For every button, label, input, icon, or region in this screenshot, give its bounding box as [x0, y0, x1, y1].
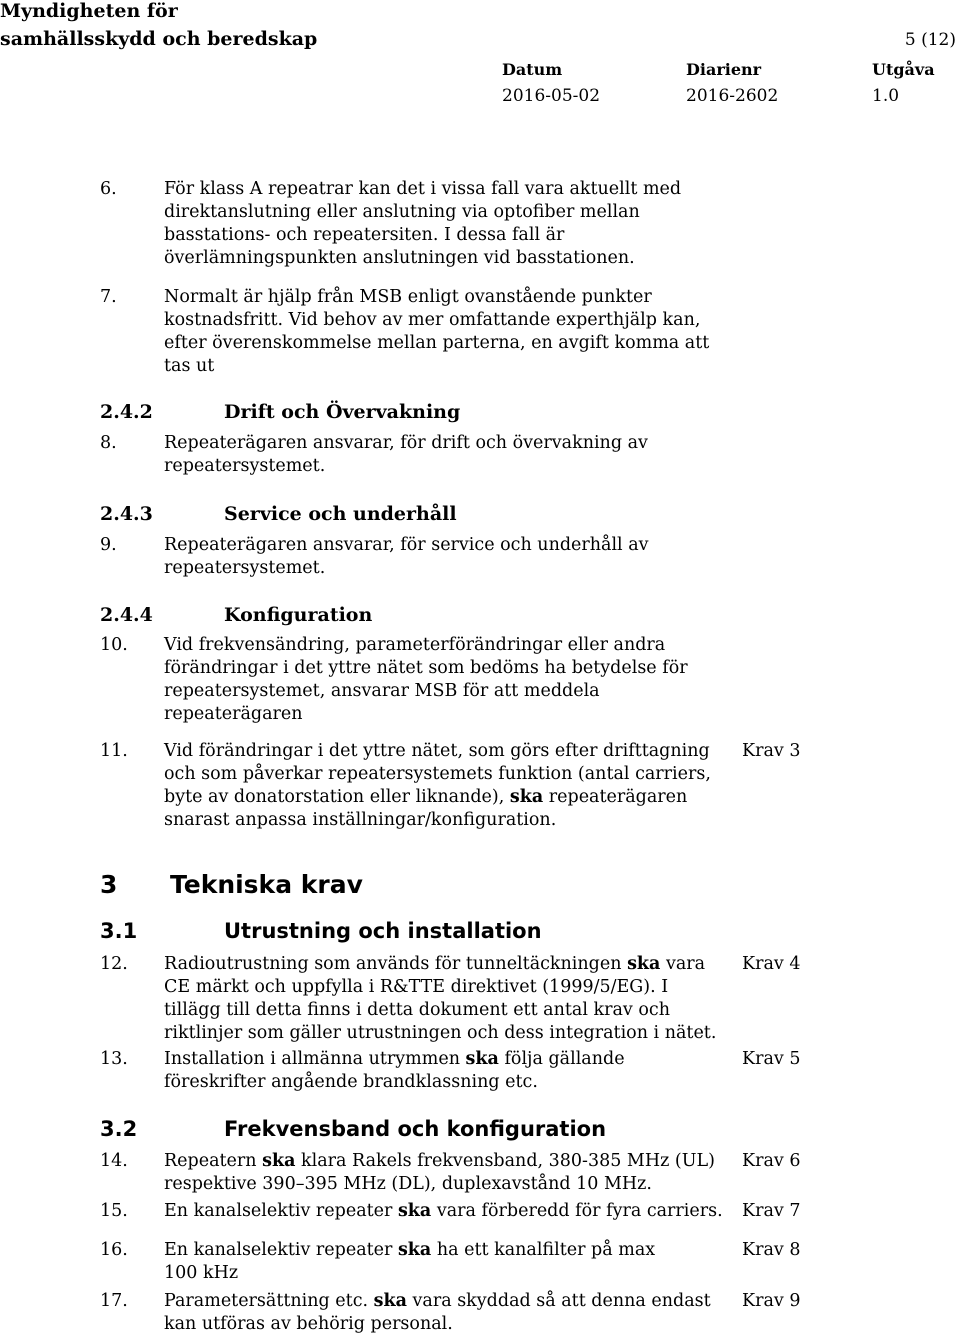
requirement-label: Krav 5 — [742, 1049, 801, 1069]
item-number: 11. — [100, 741, 128, 761]
org-name-line1: Myndigheten för — [0, 0, 178, 22]
requirement-label: Krav 8 — [742, 1240, 801, 1260]
item-number: 17. — [100, 1291, 128, 1311]
item-text: Vid förändringar i det yttre nätet, som görs efter drifttagning och som påverkar repeatersystemets funktion (antal carriers, byte av donatorstation eller liknande), ska repeaterägaren snarast anpassa inställningar/konfiguration. — [164, 741, 711, 830]
item-number: 15. — [100, 1201, 128, 1221]
item-text: Parametersättning etc. ska vara skyddad så att denna endast kan utföras av behörig personal. — [164, 1291, 711, 1334]
section-number-3-1: 3.1 — [100, 919, 138, 943]
section-title-2-4-3: Service och underhåll — [224, 503, 457, 525]
item-number: 13. — [100, 1049, 128, 1069]
requirement-label: Krav 9 — [742, 1291, 801, 1311]
item-text: Radioutrustning som används för tunneltäckningen ska vara CE märkt och uppfylla i R&TTE direktivet (1999/5/EG). I tillägg till detta finns i detta dokument ett antal krav och riktlinjer som gäller utrustningen och dess integration i nätet. — [164, 954, 717, 1043]
diarienr-value: 2016-2602 — [686, 86, 779, 106]
list-item-11 — [100, 740, 860, 832]
list-item-9 — [100, 534, 840, 580]
requirement-label: Krav 6 — [742, 1151, 801, 1171]
section-number-2-4-4: 2.4.4 — [100, 604, 153, 626]
item-number: 14. — [100, 1151, 128, 1171]
list-item-16 — [100, 1239, 860, 1285]
item-text: För klass A repeatrar kan det i vissa fall vara aktuellt med direktanslutning eller anslutning via optofiber mellan basstations- och repeatersiten. I dessa fall är överlämningspunkten anslutningen vid basstationen. — [164, 179, 682, 268]
chapter-title-3: Tekniska krav — [170, 870, 363, 899]
page-number: 5 (12) — [904, 30, 956, 50]
requirement-label: Krav 4 — [742, 954, 801, 974]
section-title-2-4-4: Konfiguration — [224, 604, 373, 626]
item-number: 16. — [100, 1240, 128, 1260]
list-item-12 — [100, 953, 860, 1045]
item-number: 7. — [100, 287, 117, 307]
diarienr-label: Diarienr — [686, 60, 762, 79]
list-item-14 — [100, 1150, 860, 1196]
item-text: Installation i allmänna utrymmen ska följa gällande föreskrifter angående brandklassning etc. — [164, 1049, 625, 1092]
list-item-13 — [100, 1048, 860, 1094]
section-number-3-2: 3.2 — [100, 1117, 138, 1141]
list-item-15 — [100, 1200, 860, 1223]
org-name-line2: samhällsskydd och beredskap — [0, 28, 318, 50]
requirement-label: Krav 7 — [742, 1201, 801, 1221]
datum-value: 2016-05-02 — [502, 86, 601, 106]
item-number: 12. — [100, 954, 128, 974]
item-number: 10. — [100, 635, 128, 655]
section-title-3-2: Frekvensband och konfiguration — [224, 1117, 607, 1141]
section-title-3-1: Utrustning och installation — [224, 919, 542, 943]
chapter-number-3: 3 — [100, 870, 118, 899]
item-number: 9. — [100, 535, 117, 555]
section-title-2-4-2: Drift och Övervakning — [224, 401, 461, 423]
utgava-label: Utgåva — [872, 60, 935, 79]
item-text: Repeaterägaren ansvarar, för drift och övervakning av repeatersystemet. — [164, 433, 648, 476]
section-number-2-4-2: 2.4.2 — [100, 401, 153, 423]
item-text: En kanalselektiv repeater ska vara förberedd för fyra carriers. — [164, 1201, 723, 1221]
section-number-2-4-3: 2.4.3 — [100, 503, 153, 525]
list-item-6 — [100, 178, 840, 270]
item-text: Normalt är hjälp från MSB enligt ovanstående punkter kostnadsfritt. Vid behov av mer omfattande experthjälp kan, efter överenskommelse mellan parterna, en avgift komma att tas ut — [164, 287, 710, 376]
list-item-8 — [100, 432, 840, 478]
item-text: Repeatern ska klara Rakels frekvensband, 380-385 MHz (UL) respektive 390–395 MHz (DL), duplexavstånd 10 MHz. — [164, 1151, 715, 1194]
list-item-17 — [100, 1290, 860, 1336]
requirement-label: Krav 3 — [742, 741, 801, 761]
item-text: Repeaterägaren ansvarar, för service och underhåll av repeatersystemet. — [164, 535, 649, 578]
item-number: 6. — [100, 179, 117, 199]
list-item-10 — [100, 634, 840, 726]
utgava-value: 1.0 — [872, 86, 900, 106]
item-text: Vid frekvensändring, parameterförändringar eller andra förändringar i det yttre nätet som bedöms ha betydelse för repeatersystemet, ansvarar MSB för att meddela repeaterägaren — [164, 635, 688, 724]
datum-label: Datum — [502, 60, 563, 79]
list-item-7 — [100, 286, 840, 378]
item-text: En kanalselektiv repeater ska ha ett kanalfilter på max 100 kHz — [164, 1240, 656, 1283]
item-number: 8. — [100, 433, 117, 453]
